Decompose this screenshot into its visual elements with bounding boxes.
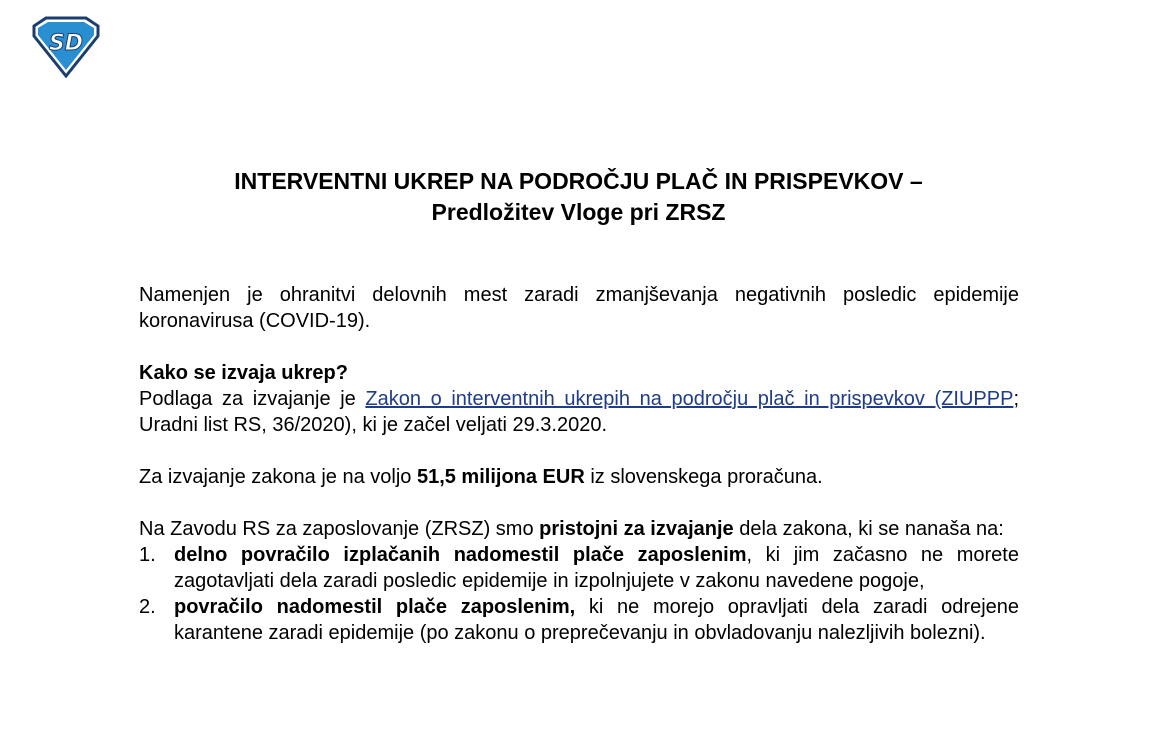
intro-paragraph: Namenjen je ohranitvi delovnih mest zaradi zmanjševanja negativnih posledic epidemije koronavirusa (COVID-19). bbox=[139, 284, 1019, 332]
list-item-number: 1. bbox=[139, 544, 156, 566]
list-item-rest: ki ne morejo opravljati dela zaradi odrejene karantene zaradi epidemije (po zakonu o preprečevanju in obvladovanju nalezljivih bolezni). bbox=[174, 596, 1020, 644]
title-line-2: Predložitev Vloge pri ZRSZ bbox=[431, 199, 726, 225]
list-item-number: 2. bbox=[139, 596, 156, 618]
title-line-1: INTERVENTNI UKREP NA PODROČJU PLAČ IN PRISPEVKOV – bbox=[234, 168, 923, 194]
document-body bbox=[139, 282, 1019, 646]
competence-paragraph bbox=[139, 516, 1019, 542]
list-item bbox=[139, 542, 1019, 594]
section-heading: Kako se izvaja ukrep? bbox=[139, 362, 348, 384]
list-item bbox=[139, 594, 1019, 646]
funding-prefix: Za izvajanje zakona je na voljo bbox=[139, 466, 417, 488]
funding-paragraph bbox=[139, 464, 1019, 490]
basis-prefix: Podlaga za izvajanje je bbox=[139, 388, 366, 410]
list-item-bold: povračilo nadomestil plače zaposlenim, bbox=[174, 596, 576, 618]
spacer bbox=[139, 334, 1019, 360]
document-title bbox=[0, 166, 1157, 228]
funding-amount: 51,5 milijona EUR bbox=[416, 466, 585, 488]
competence-suffix: dela zakona, ki se nanaša na: bbox=[733, 518, 1004, 540]
basis-suffix: ; Uradni list RS, 36/2020), ki je začel veljati 29.3.2020. bbox=[139, 388, 1019, 436]
competence-prefix: Na Zavodu RS za zaposlovanje (ZRSZ) smo bbox=[139, 518, 540, 540]
list-item-text bbox=[174, 542, 1019, 594]
competence-bold: pristojni za izvajanje bbox=[539, 518, 734, 540]
spacer bbox=[139, 438, 1019, 464]
sd-logo-icon bbox=[30, 16, 102, 78]
legal-basis-paragraph bbox=[139, 386, 1019, 438]
spacer bbox=[139, 490, 1019, 516]
list-item-rest: , ki jim začasno ne morete zagotavljati dela zaradi posledic epidemije in izpolnjujete v zakonu navedene pogoje, bbox=[174, 544, 1019, 592]
funding-suffix: iz slovenskega proračuna. bbox=[584, 466, 823, 488]
list-item-text bbox=[174, 594, 1019, 646]
sd-logo-text: SD bbox=[48, 31, 84, 56]
law-link[interactable]: Zakon o interventnih ukrepih na področju plač in prispevkov (ZIUPPP bbox=[365, 388, 1014, 410]
measures-list bbox=[139, 542, 1019, 646]
list-item-bold: delno povračilo izplačanih nadomestil plače zaposlenim bbox=[174, 544, 747, 566]
